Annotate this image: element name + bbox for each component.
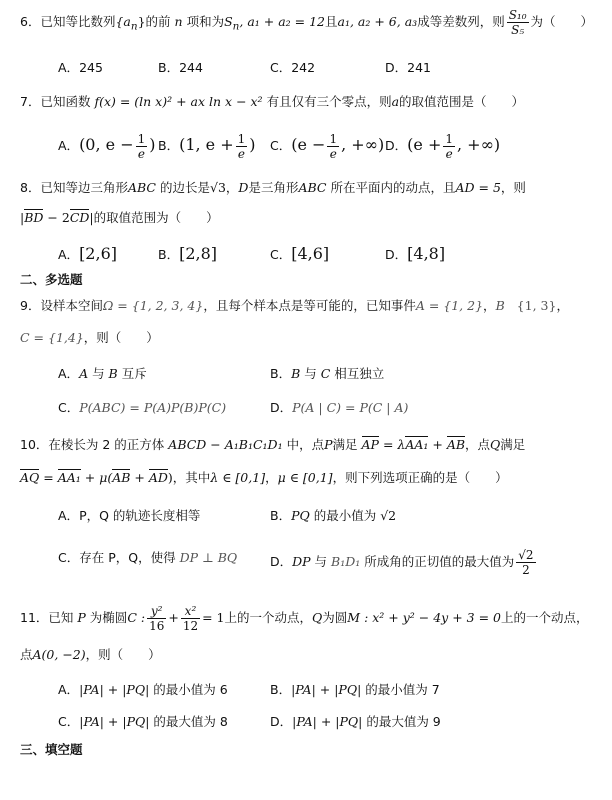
q10-option-a[interactable]: A．P，Q 的轨迹长度相等 xyxy=(58,508,201,523)
q8-option-a[interactable]: A．[2,6] xyxy=(58,244,117,263)
fraction-s10-s5: $\frac{\text{S₁₀}}{\text{S₅}}$ xyxy=(508,8,527,37)
question-9-stem-line1: 9．设样本空间Ω = {1, 2, 3, 4}，且每个样本点是等可能的，已知事件A = {1, 2}，B {1, 3}， xyxy=(20,298,569,313)
q7-option-d[interactable]: D．(e + $\frac{1}{e}$ , +∞) xyxy=(385,132,501,161)
question-8-stem-line1: 8．已知等边三角形ABC 的边长是√3，D是三角形ABC 所在平面内的动点，且AD = 5，则 xyxy=(20,180,526,195)
question-11-stem-line2: 点A(0, −2)，则（ ） xyxy=(20,647,161,662)
q11-option-c[interactable]: C．|PA| + |PQ| 的最大值为 8 xyxy=(58,714,228,729)
question-11-stem-line1: 11．已知 P 为椭圆C : $\frac{\text{y²}}{16}$ + $\frac{\text{x²}}{12}$ = 1上的一个动点，Q为圆M : x² + y² − 4y + 3 = 0上的一个动点， xyxy=(20,604,589,633)
question-10-stem-line1: 10．在棱长为 2 的正方体 ABCD − A₁B₁C₁D₁ 中，点P满足 AP = λAA₁ + AB，点Q满足 xyxy=(20,437,526,452)
q6-option-d[interactable]: D．241 xyxy=(385,60,431,75)
q6-option-a[interactable]: A．245 xyxy=(58,60,103,75)
q6-option-b[interactable]: B．244 xyxy=(158,60,203,75)
q7-option-a[interactable]: A．(0, e − $\frac{1}{e}$ ) xyxy=(58,132,156,161)
q7-option-b[interactable]: B．(1, e + $\frac{1}{e}$ ) xyxy=(158,132,256,161)
q11-option-a[interactable]: A．|PA| + |PQ| 的最小值为 6 xyxy=(58,682,228,697)
question-10-stem-line2: AQ = AA₁ + μ(AB + AD)，其中λ ∈ [0,1]，μ ∈ [0,1]，则下列选项正确的是（ ） xyxy=(20,470,508,485)
q9-option-c[interactable]: C．P(ABC) = P(A)P(B)P(C) xyxy=(58,400,227,415)
section-heading-multiple-choice: 二、多选题 xyxy=(20,272,83,287)
q10-option-d[interactable]: D．DP 与 B₁D₁ 所成角的正切值的最大值为 $\frac{√2}{2}$ xyxy=(270,548,534,577)
question-6-stem: 6．已知等比数列$\{a_n\}$的前 n 项和为$S_n$, a₁ + a₂ = 12且a₁, a₂ + 6, a₃成等差数列，则 $\frac{\text{S₁₀}}{\text{S₅}}$ 为（ ） xyxy=(20,8,594,37)
q11-option-d[interactable]: D．|PA| + |PQ| 的最大值为 9 xyxy=(270,714,441,729)
q8-option-c[interactable]: C．[4,6] xyxy=(270,244,330,263)
question-7-stem: 7．已知函数 f(x) = (ln x)² + ax ln x − x² 有且仅有三个零点，则a的取值范围是（ ） xyxy=(20,94,525,109)
q10-option-b[interactable]: B．PQ 的最小值为 √2 xyxy=(270,508,397,523)
q8-option-b[interactable]: B．[2,8] xyxy=(158,244,218,263)
q9-option-a[interactable]: A．A 与 B 互斥 xyxy=(58,366,147,381)
q9-option-b[interactable]: B．B 与 C 相互独立 xyxy=(270,366,385,381)
q8-option-d[interactable]: D．[4,8] xyxy=(385,244,446,263)
question-8-stem-line2: |BD − 2CD|的取值范围为（ ） xyxy=(20,210,219,225)
q9-option-d[interactable]: D．P(A | C) = P(C | A) xyxy=(270,400,409,415)
q10-option-c[interactable]: C．存在 P，Q，使得 DP ⊥ BQ xyxy=(58,550,238,565)
q11-option-b[interactable]: B．|PA| + |PQ| 的最小值为 7 xyxy=(270,682,440,697)
section-heading-fill-in: 三、填空题 xyxy=(20,742,83,757)
question-9-stem-line2: C = {1,4}，则（ ） xyxy=(20,330,159,345)
q7-option-c[interactable]: C．(e − $\frac{1}{e}$ , +∞) xyxy=(270,132,385,161)
q6-option-c[interactable]: C．242 xyxy=(270,60,316,75)
